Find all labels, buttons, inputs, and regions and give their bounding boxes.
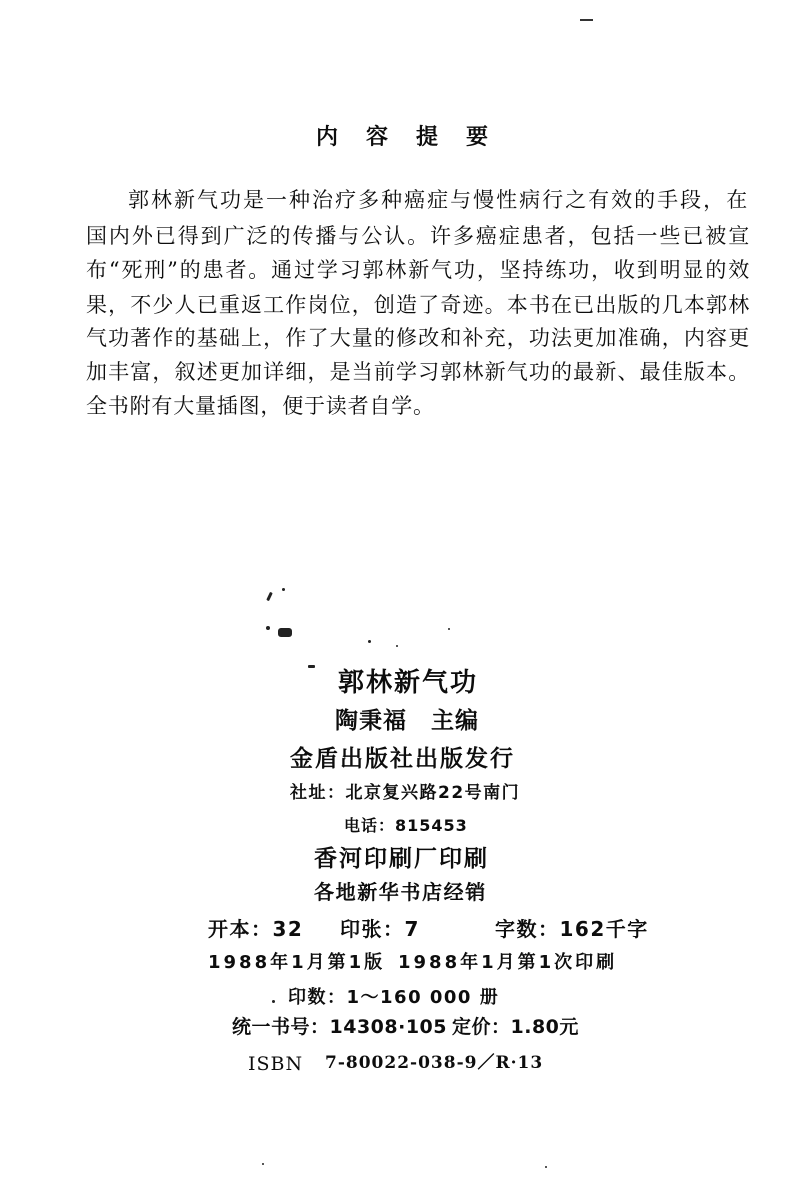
scan-speck [262,1163,264,1165]
book-format: 开本：32 [208,917,304,941]
editor: 陶秉福 主编 [335,708,479,734]
summary-line: 气功著作的基础上，作了大量的修改和补充，功法更加准确，内容更 [86,326,750,350]
distributor: 各地新华书店经销 [314,880,487,904]
scan-speck [266,592,273,601]
publisher-phone: 电话：815453 [344,816,468,835]
scan-speck [278,628,292,637]
isbn-label: ISBN [248,1053,304,1075]
price: 定价：1.80元 [452,1016,579,1038]
summary-heading: 内容提要 [316,125,517,150]
summary-line: 果，不少人已重返工作岗位，创造了奇迹。本书在已出版的几本郭林 [86,293,750,317]
word-count: 字数：162千字 [495,917,649,941]
scan-speck [396,645,398,647]
summary-line: 国内外已得到广泛的传播与公认。许多癌症患者，包括一些已被宣 [86,224,750,248]
printing: 1988年1月第1次印刷 [398,952,618,973]
print-run: 印数：1～160 000 册 [288,987,500,1008]
scan-speck [272,1000,275,1003]
printer: 香河印刷厂印刷 [314,846,489,872]
isbn-number: 7-80022-038-9／R·13 [325,1053,544,1073]
scan-speck [282,588,285,591]
book-number: 统一书号：14308·105 [232,1016,447,1038]
scan-speck [308,665,315,668]
summary-line: 全书附有大量插图，便于读者自学。 [86,394,435,418]
summary-line: 郭林新气功是一种治疗多种癌症与慢性病行之有效的手段，在 [128,188,748,212]
scan-speck [368,640,371,643]
edition: 1988年1月第1版 [208,952,386,973]
publisher: 金盾出版社出版发行 [290,746,515,772]
scan-speck [545,1166,547,1168]
publisher-address: 社址：北京复兴路22号南门 [290,783,521,803]
book-title: 郭林新气功 [338,668,479,698]
scan-mark [580,19,593,21]
scan-speck [266,626,270,630]
print-sheets: 印张：7 [340,917,420,941]
scan-speck [448,628,450,630]
summary-line: 加丰富，叙述更加详细，是当前学习郭林新气功的最新、最佳版本。 [86,360,750,384]
summary-line: 布“死刑”的患者。通过学习郭林新气功，坚持练功，收到明显的效 [86,258,750,282]
